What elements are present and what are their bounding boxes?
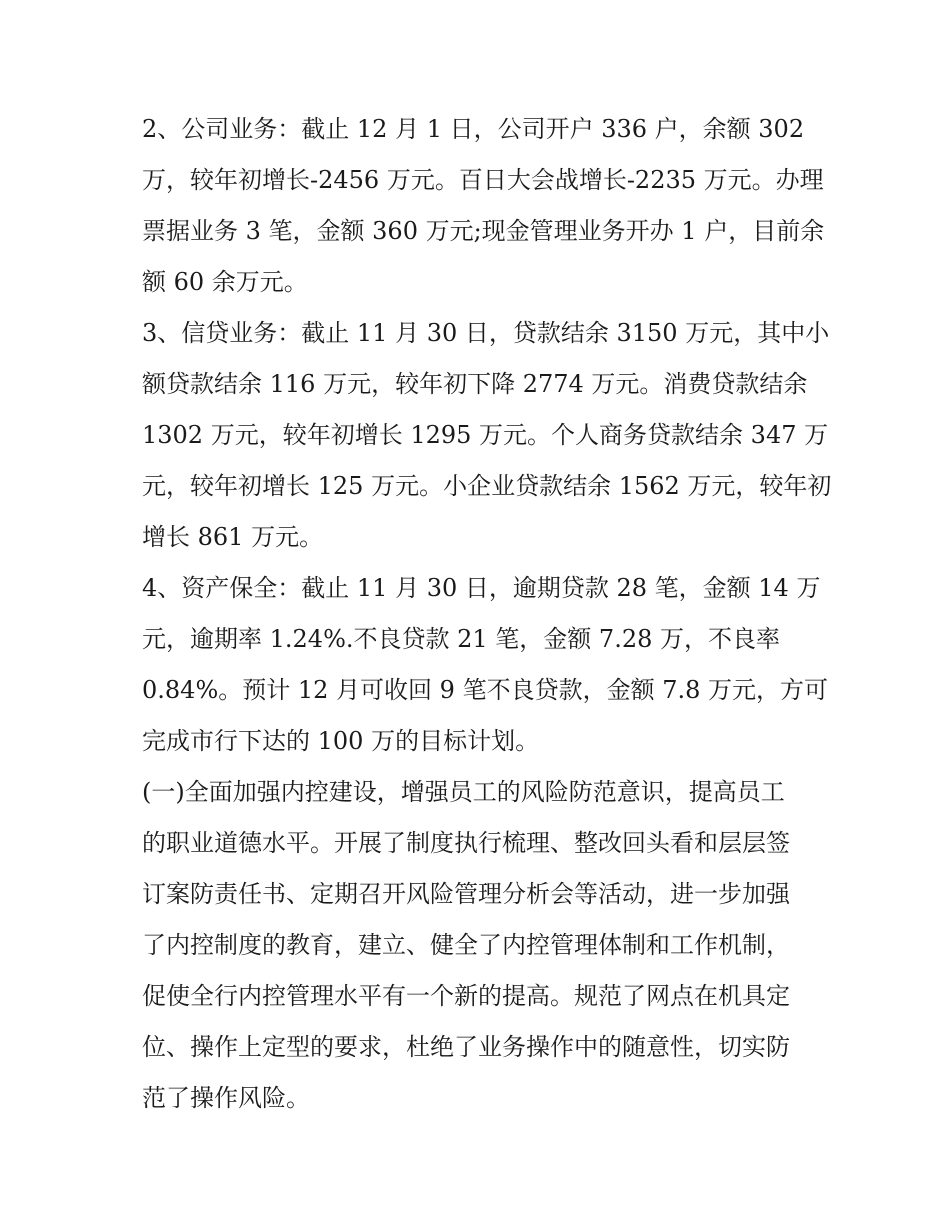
text-line: 额贷款结余 116 万元，较年初下降 2774 万元。消费贷款结余 [142, 370, 808, 398]
text-line: 票据业务 3 笔，金额 360 万元;现金管理业务开办 1 户，目前余 [142, 217, 825, 245]
text-line: 的职业道德水平。开展了制度执行梳理、整改回头看和层层签 [142, 829, 790, 857]
text-line: 额 60 余万元。 [142, 268, 308, 296]
text-line: 订案防责任书、定期召开风险管理分析会等活动，进一步加强 [142, 880, 790, 908]
text-line: 3、信贷业务：截止 11 月 30 日，贷款结余 3150 万元，其中小 [142, 319, 830, 347]
text-line: 4、资产保全：截止 11 月 30 日，逾期贷款 28 笔，金额 14 万 [142, 574, 821, 602]
text-line: 促使全行内控管理水平有一个新的提高。规范了网点在机具定 [142, 982, 790, 1010]
text-line: 了内控制度的教育，建立、健全了内控管理体制和工作机制， [142, 931, 790, 959]
text-line: (一)全面加强内控建设，增强员工的风险防范意识，提高员工 [142, 778, 785, 806]
text-line: 0.84%。预计 12 月可收回 9 笔不良贷款，金额 7.8 万元，方可 [142, 676, 828, 704]
text-line: 2、公司业务：截止 12 月 1 日，公司开户 336 户，余额 302 [142, 115, 805, 143]
text-line: 位、操作上定型的要求，杜绝了业务操作中的随意性，切实防 [142, 1033, 790, 1061]
text-line: 元，较年初增长 125 万元。小企业贷款结余 1562 万元，较年初 [142, 472, 832, 500]
text-line: 元，逾期率 1.24%.不良贷款 21 笔，金额 7.28 万，不良率 [142, 625, 780, 653]
text-line: 完成市行下达的 100 万的目标计划。 [142, 727, 540, 755]
text-line: 万，较年初增长-2456 万元。百日大会战增长-2235 万元。办理 [142, 166, 824, 194]
document-body [142, 104, 832, 1124]
text-line: 范了操作风险。 [142, 1084, 310, 1112]
text-line: 1302 万元，较年初增长 1295 万元。个人商务贷款结余 347 万 [142, 421, 829, 449]
text-line: 增长 861 万元。 [142, 523, 324, 551]
